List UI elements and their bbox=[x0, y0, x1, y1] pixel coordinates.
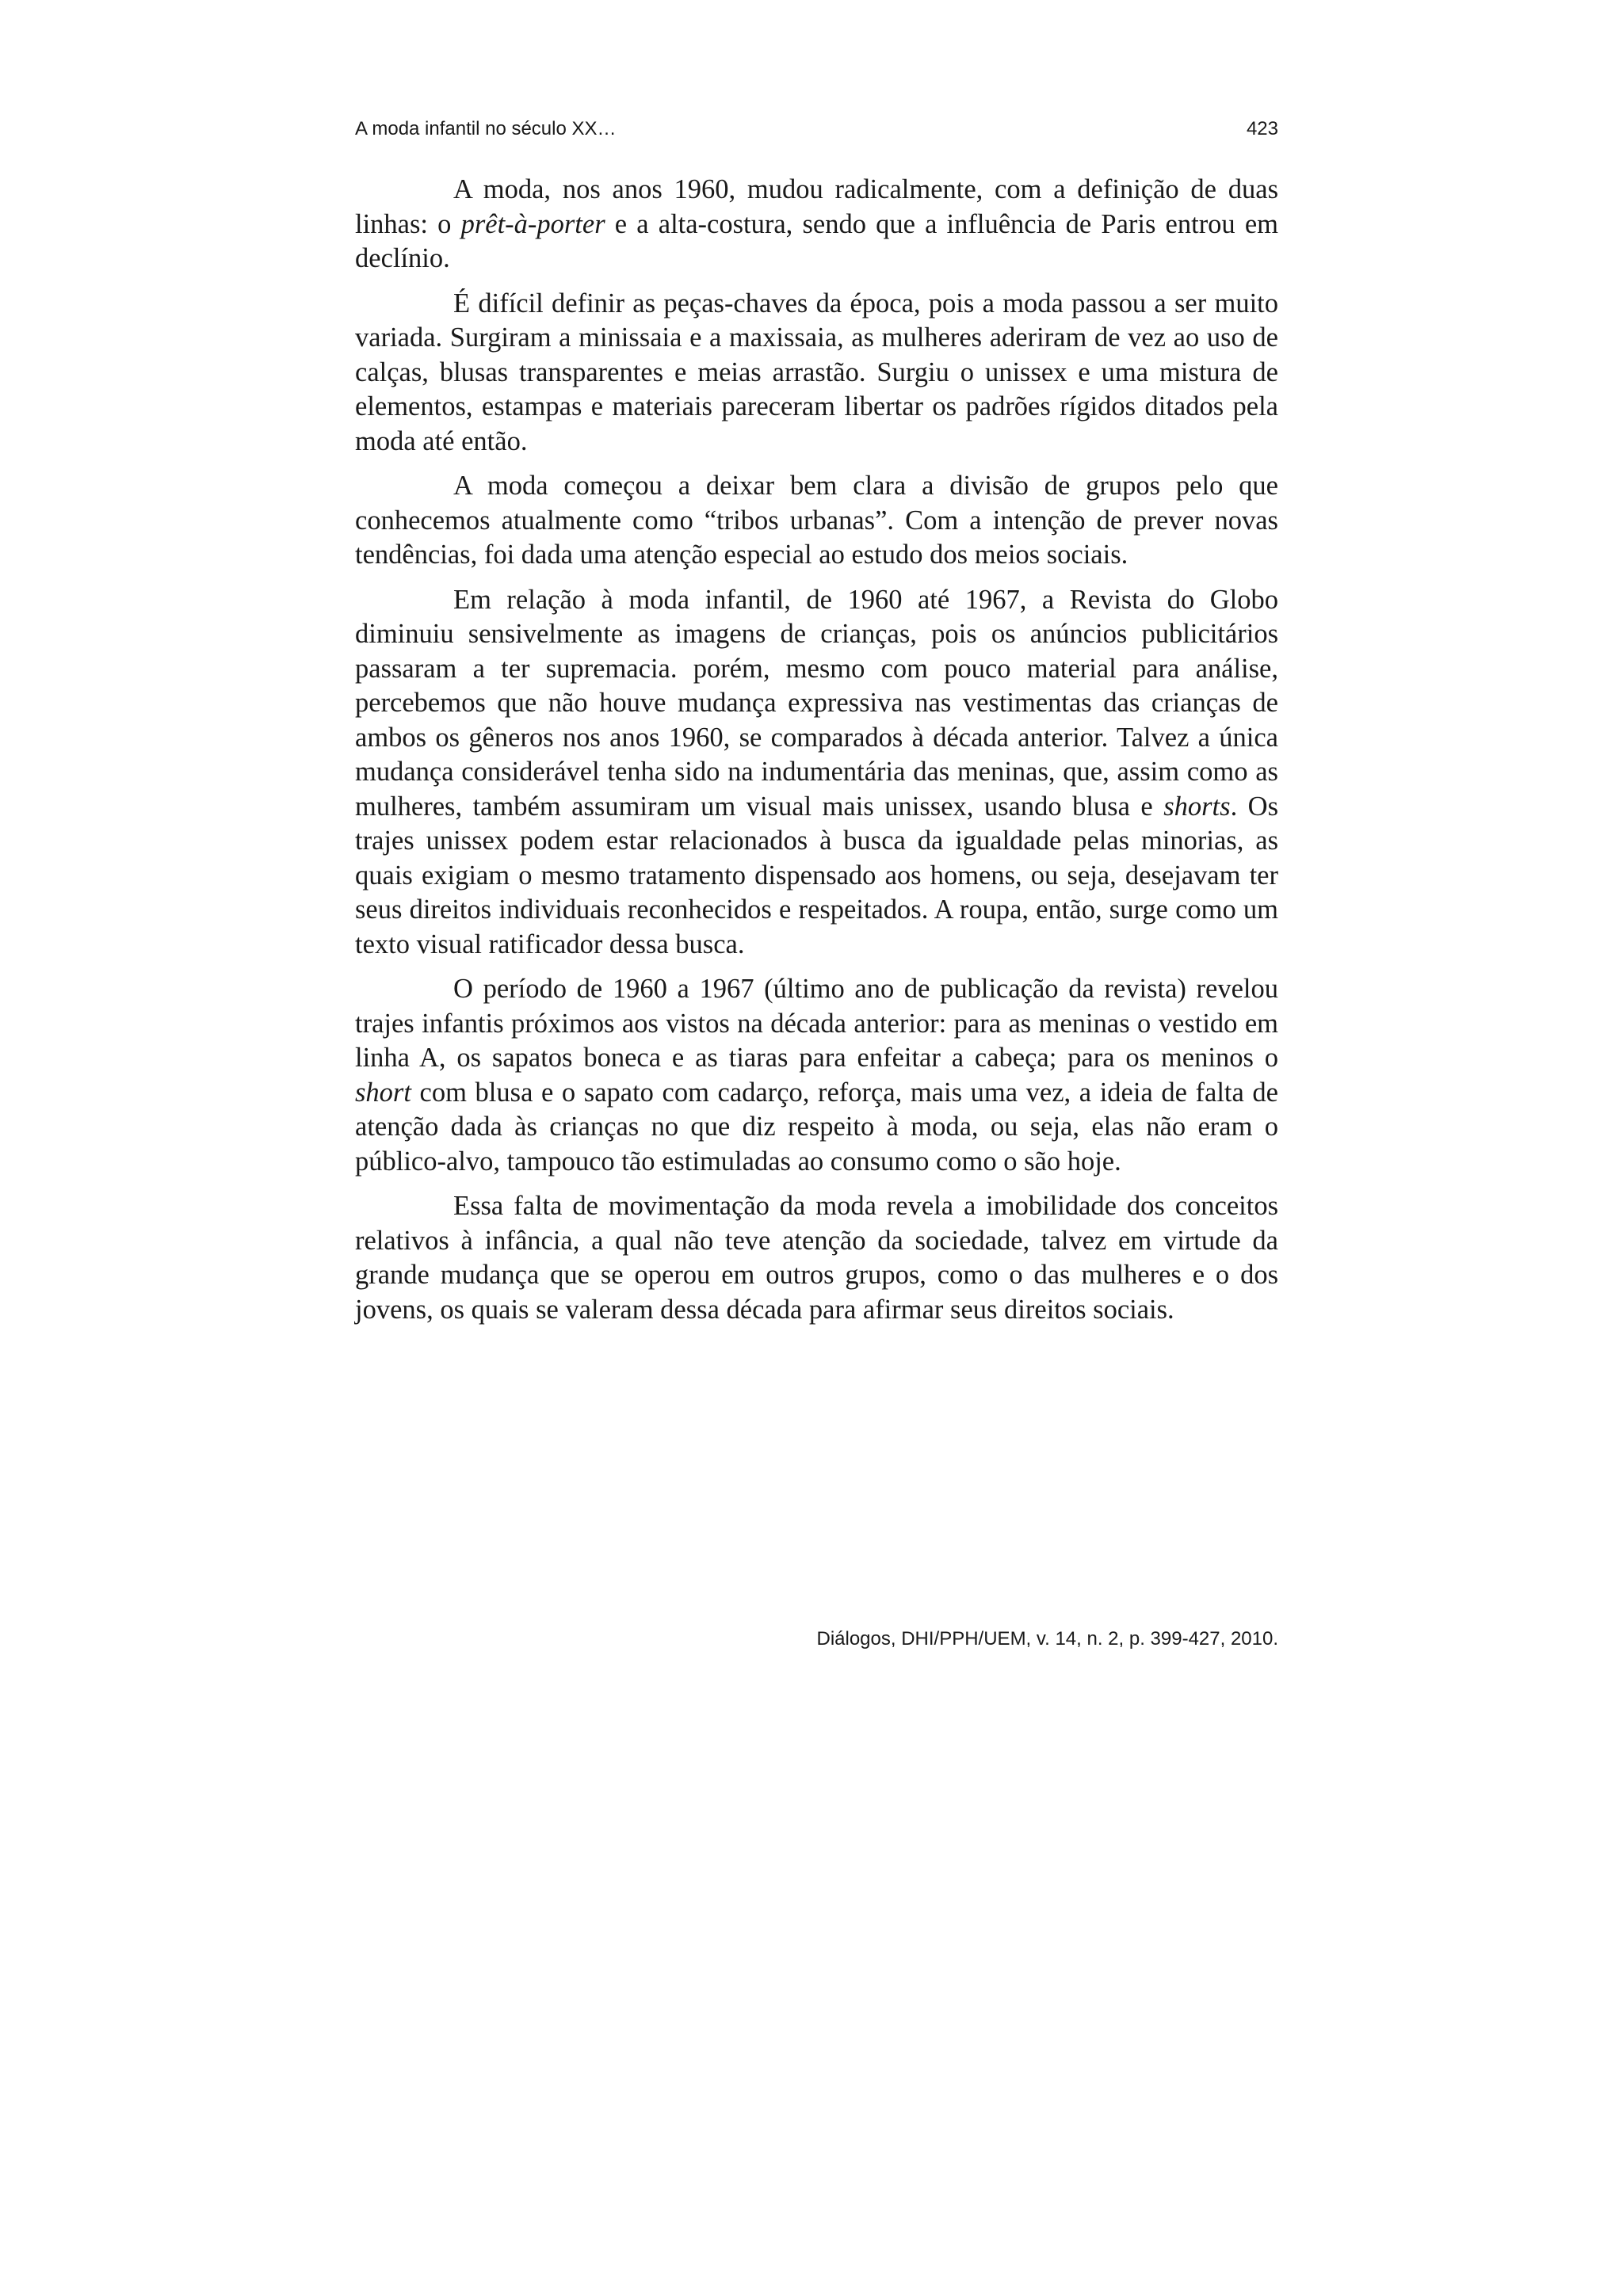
running-title: A moda infantil no século XX… bbox=[355, 118, 617, 139]
paragraph-1-text-a: A moda, nos anos 1960, mudou radicalmente, com a definição de duas linhas: o bbox=[355, 174, 1278, 239]
paragraph-4-text-a: Em relação à moda infantil, de 1960 até 1967, a Revista do Globo diminuiu sensivelmente as imagens de crianças, pois os anúncios publicitários passaram a ter supremacia. porém, mesmo com pouco material para análise, percebemos que não houve mudança expressiva nas vestimentas das crianças de ambos os gêneros nos anos 1960, se comparados à década anterior. Talvez a única mudança considerável tenha sido na indumentária das meninas, que, assim como as mulheres, também assumiram um visual mais unissex, usando blusa e bbox=[355, 584, 1278, 822]
paragraph-5 bbox=[355, 972, 1278, 1179]
page-number: 423 bbox=[1246, 118, 1278, 139]
paragraph-6: Essa falta de movimentação da moda revela a imobilidade dos conceitos relativos à infância, a qual não teve atenção da sociedade, talvez em virtude da grande mudança que se operou em outros grupos, como o das mulheres e o dos jovens, os quais se valeram dessa década para afirmar seus direitos sociais. bbox=[355, 1191, 1278, 1325]
journal-citation: Diálogos, DHI/PPH/UEM, v. 14, n. 2, p. 399-427, 2010. bbox=[816, 1628, 1278, 1650]
paragraph-5-text-a: O período de 1960 a 1967 (último ano de publicação da revista) revelou trajes infantis próximos aos vistos na década anterior: para as meninas o vestido em linha A, os sapatos boneca e as tiaras para enfeitar a cabeça; para os meninos o bbox=[355, 974, 1278, 1073]
paragraph-3: A moda começou a deixar bem clara a divisão de grupos pelo que conhecemos atualmente como “tribos urbanas”. Com a intenção de prever novas tendências, foi dada uma atenção especial ao estudo dos meios sociais. bbox=[355, 471, 1278, 570]
paragraph-4-italic-term: shorts bbox=[1163, 791, 1231, 822]
article-body bbox=[355, 173, 1278, 1337]
paragraph-1-italic-term: prêt-à-porter bbox=[460, 208, 605, 239]
paragraph-1 bbox=[355, 173, 1278, 277]
paragraph-5-italic-term: short bbox=[355, 1077, 411, 1108]
paragraph-4-text-b: . Os trajes unissex podem estar relacionados à busca da igualdade pelas minorias, as quais exigiam o mesmo tratamento dispensado aos homens, ou seja, desejavam ter seus direitos individuais reconhecidos e respeitados. A roupa, então, surge como um texto visual ratificador dessa busca. bbox=[355, 791, 1279, 959]
paragraph-4 bbox=[355, 583, 1278, 963]
paragraph-5-text-b: com blusa e o sapato com cadarço, reforça, mais uma vez, a ideia de falta de atenção dada às crianças no que diz respeito à moda, ou seja, elas não eram o público-alvo, tampouco tão estimuladas ao consumo como o são hoje. bbox=[355, 1077, 1278, 1177]
paragraph-2: É difícil definir as peças-chaves da época, pois a moda passou a ser muito variada. Surgiram a minissaia e a maxissaia, as mulheres aderiram de vez ao uso de calças, blusas transparentes e meias arrastão. Surgiu o unissex e uma mistura de elementos, estampas e materiais pareceram libertar os padrões rígidos ditados pela moda até então. bbox=[355, 288, 1278, 456]
running-header bbox=[355, 117, 1278, 146]
paragraph-1-text-b: e a alta-costura, sendo que a influência de Paris entrou em declínio. bbox=[355, 208, 1278, 273]
